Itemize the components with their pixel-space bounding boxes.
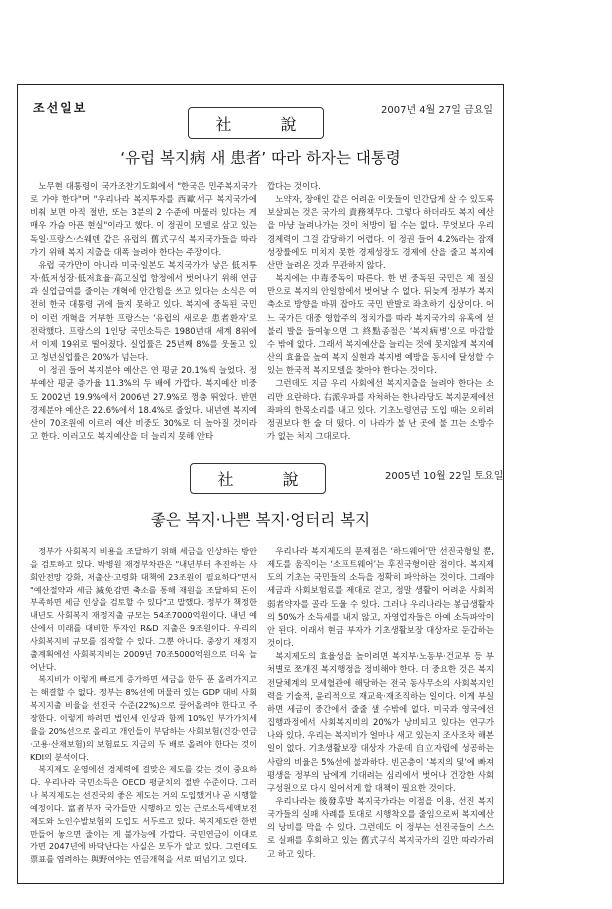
article1-paragraph: 노약자, 장애인 같은 어려운 이웃들이 인간답게 살 수 있도록 보살피는 것은 국가의 責務책무다. 그렇다 하더라도 복지 예산을 마냥 늘려나가는 것이 처방이 될 수는 없다. 무엇보다 우리 경제력이 그걸 감당하기 어렵다. 이 정권 들어 4.2%라는 잠재성장률에도 미치지 못한 경제성장도 경제에 산을 줄고 복지예산만 늘려온 것과 무관하지 않다. [267,194,494,270]
article2-paragraph: 복지비가 이렇게 빠르게 증가하면 세금을 한두 푼 올려가지고는 해결할 수 없다. 정부는 8%선에 머물러 있는 GDP 대비 사회복지지출 비율을 선진국 수준(22%)으로 끌어올려야 한다고 주장한다. 이렇게 하려면 법인세 인상과 함께 10%인 부가가치세율을 20%선으로 올리고 개인들이 부담하는 사회보험(건강·연금·고용·산재보험)의 보험료도 지금의 두 배로 올려야 한다는 것이 KDI의 분석이다. [30,674,257,762]
article2-paragraph: 우리나라는 後發후발 복지국가라는 이점을 이용, 선진 복지국가들의 실패 사례를 토대로 시행착오를 줄임으로써 복지예산의 낭비를 막을 수 있다. 그런데도 이 정부는 선진국들이 스스로 실패를 후회하고 있는 舊式구식 복지국가의 길만 따라가려고 하고 있다. [267,795,494,859]
article2-date: 2005년 10월 22일 토요일 [385,471,504,482]
article2-left-column [30,545,257,875]
newspaper-name: 조선일보 [33,101,88,115]
article1-paragraph: 유럽 국가만이 아니라 미국·일본도 복지국가가 낳은 低저투자·低저성장·低저효율·高고실업 함정에서 벗어나기 위해 연금과 실업급여를 줄이는 개혁에 안간힘을 쓰고 있다는 소식은 여전히 한국 대통령 귀에 들지 못하고 있다. 복지에 중독된 국민이 이런 개혁을 거부한 프랑스는 ‘유럽의 새로운 患者환자’로 전락했다. 프랑스의 1인당 국민소득은 1980년대 세계 8위에서 이제 19위로 떨어졌다. 실업률은 25년째 8%를 웃돌고 있고 청년실업률은 20%가 넘는다. [30,259,257,363]
article1-right-column [267,180,494,450]
article1-headline: ‘유럽 복지病 새 患者’ 따라 하자는 대통령 [120,149,401,167]
article2-headline: 좋은 복지·나쁜 복지·엉터리 복지 [150,511,371,529]
article2-right-column [267,545,494,875]
article1-left-column [30,180,257,450]
article2-paragraph: 복지제도의 효율성을 높이려면 복지부·노동부·건교부 등 부처별로 쪼개진 복지행정을 정비해야 한다. 더 중요한 것은 복지전달체계의 모세혈관에 해당하는 전국 동사무소의 사회복지인력을 기술적, 윤리적으로 재교육·재조직하는 일이다. 이게 부실하면 세금이 중간에서 줄줄 샐 수밖에 없다. 미국과 영국에선 집행과정에서 사회복지비의 20%가 낭비되고 있다는 연구가 나와 있다. 우리는 복지비가 얼마나 새고 있는지 조사조차 해본 일이 없다. 기초생활보장 대상자 가운데 自立자립에 성공하는 사람의 비율은 5%선에 불과하다. 빈곤층이 ‘복지의 덫’에 빠져 평생을 정부의 남에게 기대려는 심리에서 벗어나 건강한 사회구성원으로 다시 일어서게 할 대책이 필요한 것이다. [267,651,494,793]
article2-paragraph: 복지제도 운영에선 경제력에 걸맞은 제도를 갖는 것이 중요하다. 우리나라 국민소득은 OECD 평균치의 절반 수준이다. 그러나 복지제도는 선진국의 좋은 제도는 거의 도입했거나 곧 시행할 예정이다. 富者부자 국가들만 시행하고 있는 근로소득세액보전제도와 노인수발보험의 도입도 서두르고 있다. 복지제도란 한번 만들어 놓으면 줄이는 게 불가능에 가깝다. 국민연금이 이대로 가면 2047년에 바닥난다는 사실은 모두가 알고 있다. 그런데도 票표를 염려하는 與野여야는 연금개혁을 서로 떠넘기고 있다. [30,764,257,865]
article1-paragraph: 노무현 대통령이 국가조찬기도회에서 "한국은 민주복지국가로 가야 한다"며 "우리나라 복지투자를 西歐서구 복지국가에 비춰 보면 아직 절반, 또는 3분의 2 수준에 머물러 있다는 게 매우 가슴 아픈 현실"이라고 했다. 이 정권이 모델로 삼고 있는 독일·프랑스·스웨덴 같은 유럽의 舊式구식 복지국가들을 따라가기 위해 복지 지출을 대폭 늘려야 한다는 주장이다. [30,181,257,257]
article2-section-label: 社 說 [190,463,326,494]
article1-paragraph: 깝다는 것이다. [267,181,321,191]
article1-paragraph: 그런데도 지금 우리 사회에선 복지지출을 늘려야 한다는 소리만 요란하다. 右派우파를 자처하는 한나라당도 복지문제에선 좌파의 한목소리를 내고 있다. 기초노령연금 도입 때는 오히려 정권보다 한 술 더 떴다. 이 나라가 불 난 곳에 불 끄는 소방수가 없는 처지 그대로다. [267,378,494,441]
article1-section-label: 社 說 [188,107,324,139]
article2-paragraph: 우리나라 복지제도의 문제점은 ‘하드웨어’만 선진국형일 뿐, 제도를 움직이는 ‘소프트웨어’는 후진국형이란 점이다. 복지제도의 기초는 국민들의 소득을 정확히 파악하는 것이다. 그래야 세금과 사회보험료를 제대로 걷고, 정말 생활이 어려운 사회적 弱者약자를 골라 도울 수 있다. 그러나 우리나라는 봉급생활자의 50%가 소득세를 내지 않고, 자영업자들은 아예 소득파악이 안 된다. 이래서 현금 부자가 기초생활보장 대상자로 둔갑하는 것이다. [267,546,494,649]
article2-paragraph: 정부가 사회복지 비용을 조달하기 위해 세금을 인상하는 방안을 검토하고 있다. 박병원 재경부차관은 "내년부터 추진하는 사회안전망 강화, 저출산·고령화 대책에 23조원이 필요하다"면서 "예산절약과 세금 減免감면 축소를 통해 재원을 조달하되 돈이 부족하면 세금 인상을 검토할 수 있다"고 말했다. 정부가 책정한 내년도 사회복지 재정지출 규모는 54조7000억원이다. 내년 예산에서 미래를 대비한 투자인 R&D 지출은 9조원이다. 우리의 사회복지비 규모를 짐작할 수 있다. 그뿐 아니다. 중장기 재정지출계획에선 사회복지비는 2009년 70조5000억원으로 더욱 늘어난다. [30,546,257,672]
article1-paragraph: 이 정권 들어 복지분야 예산은 연 평균 20.1%씩 늘었다. 정부예산 평균 증가율 11.3%의 두 배에 가깝다. 복지예산 비중도 2002년 19.9%에서 2006년 27.9%로 껑충 뛰었다. 반면 경제분야 예산은 22.6%에서 18.4%로 줄었다. 내년엔 복지예산이 70조원에 이르러 예산 비중도 30%로 더 높아질 것이라고 한다. 이러고도 복지예산을 더 늘리지 못해 안타 [30,365,257,441]
article1-date: 2007년 4월 27일 금요일 [381,105,494,116]
article1-paragraph: 복지에는 中毒중독이 따른다. 한 번 중독된 국민은 제 절실만으로 복지의 안일함에서 벗어날 수 없다. 뒤늦게 정부가 복지 축소로 방향을 바꿔 잡아도 국민 반발로 좌초하기 십상이다. 어느 국가든 대중 영합주의 정치가를 따라 복지국가의 유혹에 섣불리 발을 들여놓으면 그 終點종점은 ‘복지病병’으로 마감할 수 밖에 없다. 그래서 복지예산을 늘리는 것에 못지않게 복지예산의 효율을 높여 복지 실현과 복지병 예방을 동시에 달성할 수 있는 한국적 복지모델을 찾아야 한다는 것이다. [267,273,494,376]
